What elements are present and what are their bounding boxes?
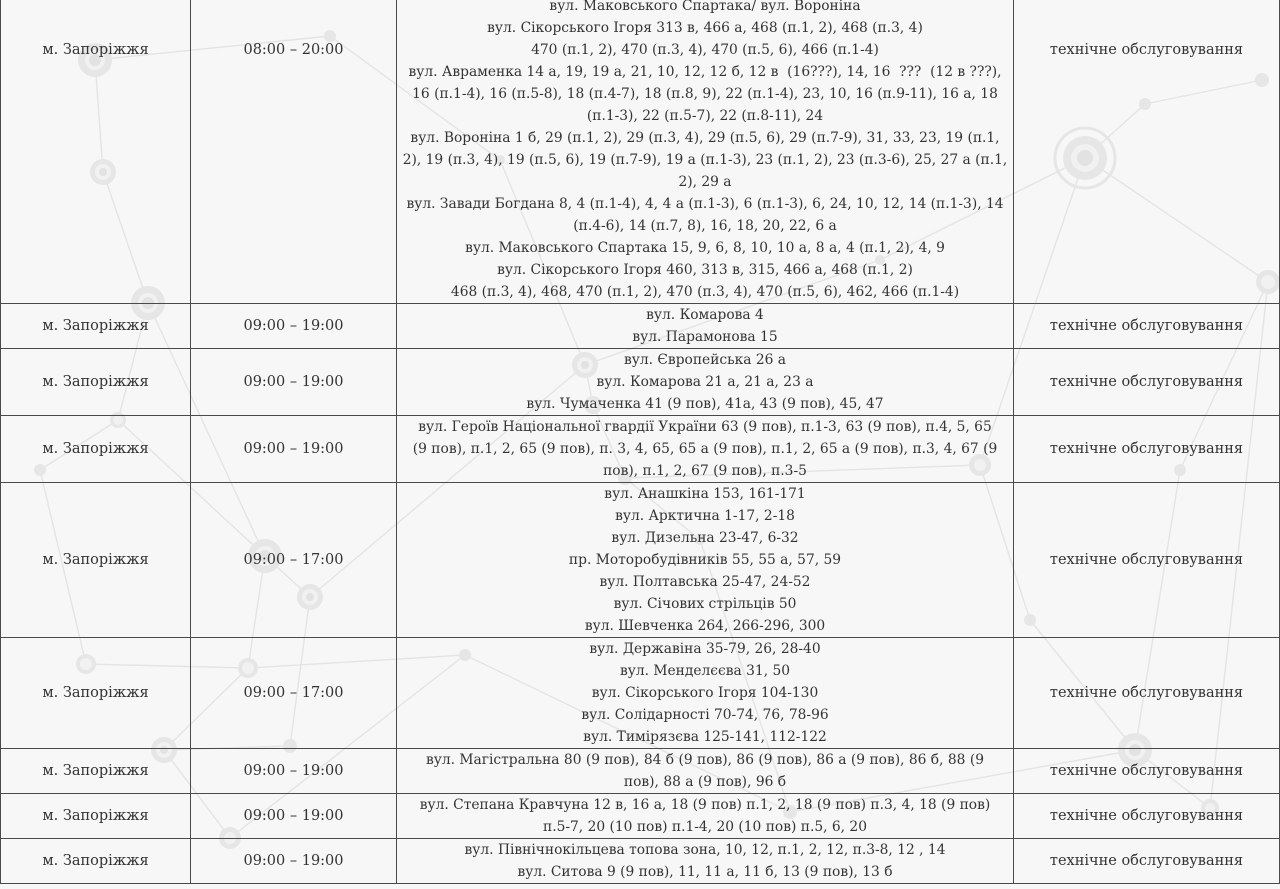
address-line: 468 (п.3, 4), 468, 470 (п.1, 2), 470 (п.3, 4), 470 (п.5, 6), 462, 466 (п.1-4) — [450, 284, 960, 300]
city-text: м. Запоріжжя — [42, 318, 149, 334]
address-cell — [397, 416, 1014, 483]
city-cell — [1, 416, 191, 483]
address-line: вул. Маковського Спартака 15, 9, 6, 8, 10, 10 а, 8 а, 4 (п.1, 2), 4, 9 — [465, 240, 945, 256]
work-type-text: технічне обслуговування — [1049, 374, 1244, 390]
time-text: 09:00 – 19:00 — [243, 853, 344, 869]
city-text: м. Запоріжжя — [42, 808, 149, 824]
work-type-text: технічне обслуговування — [1049, 552, 1244, 568]
address-line: вул. Тимірязєва 125-141, 112-122 — [583, 729, 827, 745]
table-row — [1, 416, 1280, 483]
time-text: 09:00 – 19:00 — [243, 318, 344, 334]
work-type-text: технічне обслуговування — [1049, 808, 1244, 824]
address-line: вул. Чумаченка 41 (9 пов), 41а, 43 (9 пов), 45, 47 — [526, 396, 884, 412]
time-cell — [191, 839, 397, 884]
address-cell — [397, 638, 1014, 749]
table-row — [1, 638, 1280, 749]
address-line: пов), 88 а (9 пов), 96 б — [623, 774, 787, 790]
address-cell — [397, 0, 1014, 304]
city-cell — [1, 0, 191, 304]
address-cell — [397, 794, 1014, 839]
time-text: 09:00 – 19:00 — [243, 441, 344, 457]
work-type-cell — [1014, 794, 1280, 839]
address-line: вул. Ситова 9 (9 пов), 11, 11 а, 11 б, 13 (9 пов), 13 б — [517, 864, 893, 880]
address-line: 470 (п.1, 2), 470 (п.3, 4), 470 (п.5, 6), 466 (п.1-4) — [531, 42, 879, 58]
address-line: вул. Комарова 21 а, 21 а, 23 а — [596, 374, 814, 390]
address-cell — [397, 483, 1014, 638]
work-type-cell — [1014, 304, 1280, 349]
address-line: пр. Моторобудівників 55, 55 а, 57, 59 — [568, 552, 842, 568]
work-type-text: технічне обслуговування — [1049, 318, 1244, 334]
table-row — [1, 749, 1280, 794]
table-row — [1, 304, 1280, 349]
time-text: 09:00 – 17:00 — [243, 685, 344, 701]
work-type-text: технічне обслуговування — [1049, 441, 1244, 457]
address-line: вул. Анашкіна 153, 161-171 — [604, 486, 806, 502]
time-cell — [191, 638, 397, 749]
address-line: вул. Європейська 26 а — [623, 352, 787, 368]
address-line: вул. Солідарності 70-74, 76, 78-96 — [581, 707, 829, 723]
address-line: вул. Маковського Спартака/ вул. Вороніна — [549, 0, 861, 14]
time-cell — [191, 349, 397, 416]
time-text: 09:00 – 17:00 — [243, 552, 344, 568]
address-line: вул. Державіна 35-79, 26, 28-40 — [589, 641, 821, 657]
city-cell — [1, 749, 191, 794]
address-line: вул. Арктична 1-17, 2-18 — [615, 508, 795, 524]
work-type-cell — [1014, 349, 1280, 416]
work-type-cell — [1014, 0, 1280, 304]
work-type-cell — [1014, 483, 1280, 638]
address-line: вул. Дизельна 23-47, 6-32 — [611, 530, 799, 546]
time-text: 09:00 – 19:00 — [243, 808, 344, 824]
address-line: 2), 29 а — [678, 174, 732, 190]
address-cell — [397, 839, 1014, 884]
city-text: м. Запоріжжя — [42, 552, 149, 568]
city-cell — [1, 349, 191, 416]
city-cell — [1, 483, 191, 638]
time-cell — [191, 749, 397, 794]
address-line: вул. Героїв Національної гвардії України 63 (9 пов), п.1-3, 63 (9 пов), п.4, 5, 65 — [418, 419, 992, 435]
address-cell — [397, 749, 1014, 794]
city-text: м. Запоріжжя — [42, 42, 149, 58]
address-line: вул. Авраменка 14 а, 19, 19 а, 21, 10, 12, 12 б, 12 в (16???), 14, 16 ??? (12 в ???), — [408, 64, 1002, 80]
address-line: (п.4-6), 14 (п.7, 8), 16, 18, 20, 22, 6 а — [573, 218, 837, 234]
address-line: вул. Комарова 4 — [646, 307, 764, 323]
city-text: м. Запоріжжя — [42, 763, 149, 779]
address-line: вул. Вороніна 1 б, 29 (п.1, 2), 29 (п.3, 4), 29 (п.5, 6), 29 (п.7-9), 31, 33, 23, 19 (п.1, — [410, 130, 1000, 146]
address-line: п.5-7, 20 (10 пов) п.1-4, 20 (10 пов) п.5, 6, 20 — [543, 819, 867, 835]
work-type-text: технічне обслуговування — [1049, 853, 1244, 869]
table-row — [1, 839, 1280, 884]
table-row — [1, 794, 1280, 839]
address-line: вул. Менделєєва 31, 50 — [619, 663, 791, 679]
work-type-cell — [1014, 839, 1280, 884]
address-line: вул. Шевченка 264, 266-296, 300 — [584, 618, 826, 634]
work-type-cell — [1014, 638, 1280, 749]
work-type-text: технічне обслуговування — [1049, 763, 1244, 779]
city-text: м. Запоріжжя — [42, 374, 149, 390]
time-cell — [191, 304, 397, 349]
work-type-cell — [1014, 416, 1280, 483]
address-line: вул. Парамонова 15 — [632, 329, 778, 345]
address-line: вул. Північнокільцева топова зона, 10, 12, п.1, 2, 12, п.3-8, 12 , 14 — [464, 842, 946, 858]
city-text: м. Запоріжжя — [42, 685, 149, 701]
address-line: вул. Сікорського Ігоря 104-130 — [591, 685, 819, 701]
time-cell — [191, 416, 397, 483]
time-cell — [191, 0, 397, 304]
time-cell — [191, 483, 397, 638]
city-cell — [1, 794, 191, 839]
address-line: (п.1-3), 22 (п.5-7), 22 (п.8-11), 24 — [586, 108, 824, 124]
address-line: вул. Завади Богдана 8, 4 (п.1-4), 4, 4 а (п.1-3), 6 (п.1-3), 6, 24, 10, 12, 14 (п.1-3), 14 — [406, 196, 1004, 212]
address-line: 16 (п.1-4), 16 (п.5-8), 18 (п.4-7), 18 (п.8, 9), 22 (п.1-4), 23, 10, 16 (п.9-11), 16 а, 18 — [412, 86, 998, 102]
work-type-text: технічне обслуговування — [1049, 685, 1244, 701]
table-row — [1, 0, 1280, 304]
address-line: вул. Степана Кравчуна 12 в, 16 а, 18 (9 пов) п.1, 2, 18 (9 пов) п.3, 4, 18 (9 пов) — [419, 797, 991, 813]
time-text: 08:00 – 20:00 — [243, 42, 344, 58]
city-cell — [1, 839, 191, 884]
time-cell — [191, 794, 397, 839]
time-text: 09:00 – 19:00 — [243, 374, 344, 390]
address-line: вул. Полтавська 25-47, 24-52 — [599, 574, 811, 590]
address-line: вул. Магістральна 80 (9 пов), 84 б (9 пов), 86 (9 пов), 86 а (9 пов), 86 б, 88 (9 — [426, 752, 984, 768]
address-line: вул. Січових стрільців 50 — [613, 596, 797, 612]
work-type-cell — [1014, 749, 1280, 794]
table-row — [1, 483, 1280, 638]
address-line: пов), п.1, 2, 67 (9 пов), п.3-5 — [603, 463, 807, 479]
table-row — [1, 349, 1280, 416]
address-line: 2), 19 (п.3, 4), 19 (п.5, 6), 19 (п.7-9), 19 а (п.1-3), 23 (п.1, 2), 23 (п.3-6), 25, 27 а (п.1, — [402, 152, 1008, 168]
address-line: (9 пов), п.1, 2, 65 (9 пов), п. 3, 4, 65, 65 а (9 пов), п.1, 2, 65 а (9 пов), п.3, 4, 67 (9 — [412, 441, 998, 457]
time-text: 09:00 – 19:00 — [243, 763, 344, 779]
address-cell — [397, 349, 1014, 416]
city-cell — [1, 304, 191, 349]
address-cell — [397, 304, 1014, 349]
city-cell — [1, 638, 191, 749]
work-type-text: технічне обслуговування — [1049, 42, 1244, 58]
city-text: м. Запоріжжя — [42, 441, 149, 457]
city-text: м. Запоріжжя — [42, 853, 149, 869]
address-line: вул. Сікорського Ігоря 313 в, 466 а, 468 (п.1, 2), 468 (п.3, 4) — [487, 20, 923, 36]
address-line: вул. Сікорського Ігоря 460, 313 в, 315, 466 а, 468 (п.1, 2) — [497, 262, 913, 278]
